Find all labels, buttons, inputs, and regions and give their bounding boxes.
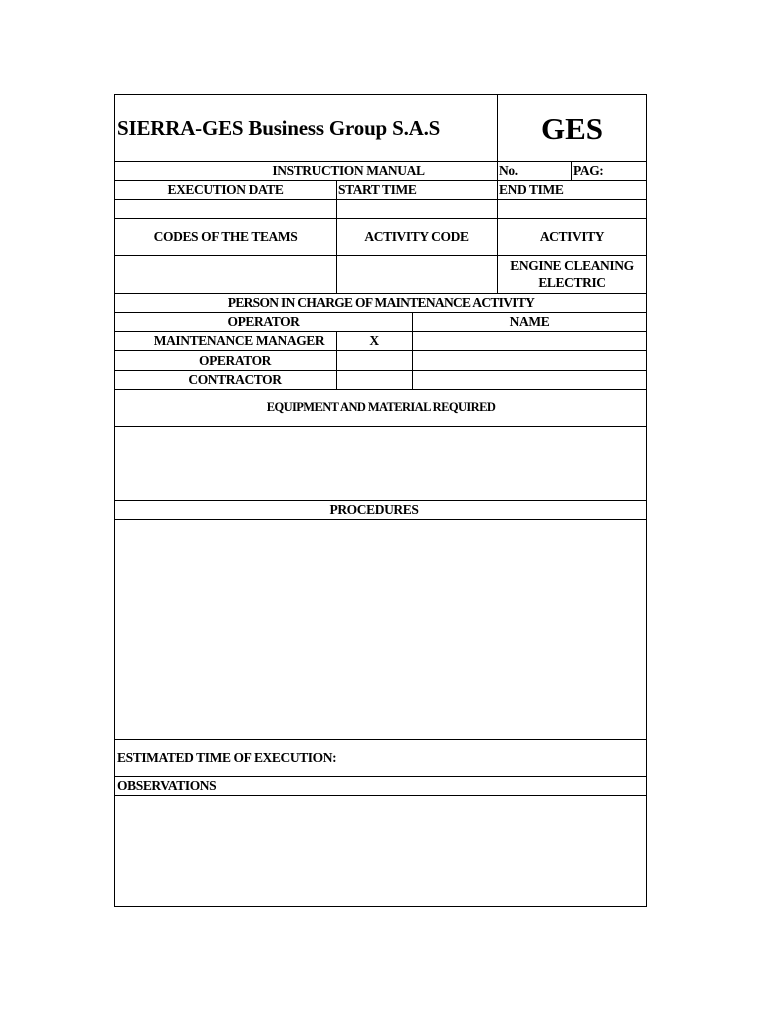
role-name-field[interactable] <box>412 370 647 389</box>
estimated-time-label: ESTIMATED TIME OF EXECUTION: <box>117 750 337 765</box>
activity-field[interactable] <box>497 255 647 293</box>
personnel-section-title: PERSON IN CHARGE OF MAINTENANCE ACTIVITY <box>227 295 535 310</box>
execution-date-field[interactable] <box>115 199 336 218</box>
maintenance-form <box>114 94 647 907</box>
procedures-content-area[interactable] <box>115 519 647 739</box>
activity-value-line-1: ENGINE CLEANING <box>510 258 634 273</box>
activity-value-line-2: ELECTRIC <box>538 275 606 290</box>
activity-code-field[interactable] <box>336 255 497 293</box>
activity-label: ACTIVITY <box>539 229 605 244</box>
role-contractor: CONTRACTOR <box>188 372 282 387</box>
equipment-content-area[interactable] <box>115 426 647 500</box>
observations-content-area[interactable] <box>115 795 647 906</box>
role-mark-checkbox[interactable] <box>336 370 412 389</box>
operator-column-header: OPERATOR <box>227 314 300 329</box>
form-title: INSTRUCTION MANUAL <box>272 163 425 178</box>
start-time-field[interactable] <box>336 199 497 218</box>
role-operator: OPERATOR <box>198 352 272 368</box>
role-mark-checkbox[interactable] <box>336 350 412 370</box>
activity-code-label: ACTIVITY CODE <box>364 229 469 244</box>
company-name: SIERRA-GES Business Group S.A.S <box>117 115 441 140</box>
end-time-label: END TIME <box>499 182 564 197</box>
role-mark-checkbox[interactable]: X <box>369 333 379 348</box>
observations-label: OBSERVATIONS <box>117 778 217 793</box>
company-logo: GES <box>540 110 604 146</box>
document-number-label: No. <box>499 163 518 178</box>
end-time-field[interactable] <box>497 199 647 218</box>
equipment-section-title: EQUIPMENT AND MATERIAL REQUIRED <box>266 400 496 414</box>
start-time-label: START TIME <box>338 182 417 197</box>
execution-date-label: EXECUTION DATE <box>167 182 284 197</box>
procedures-section-title: PROCEDURES <box>329 502 419 517</box>
role-name-field[interactable] <box>412 350 647 370</box>
page-label: PAG: <box>573 163 604 178</box>
role-name-field[interactable] <box>412 331 647 350</box>
team-codes-label: CODES OF THE TEAMS <box>153 229 298 244</box>
name-column-header: NAME <box>509 314 550 329</box>
role-maintenance-manager: MAINTENANCE MANAGER <box>153 333 325 348</box>
team-codes-field[interactable] <box>115 255 336 293</box>
